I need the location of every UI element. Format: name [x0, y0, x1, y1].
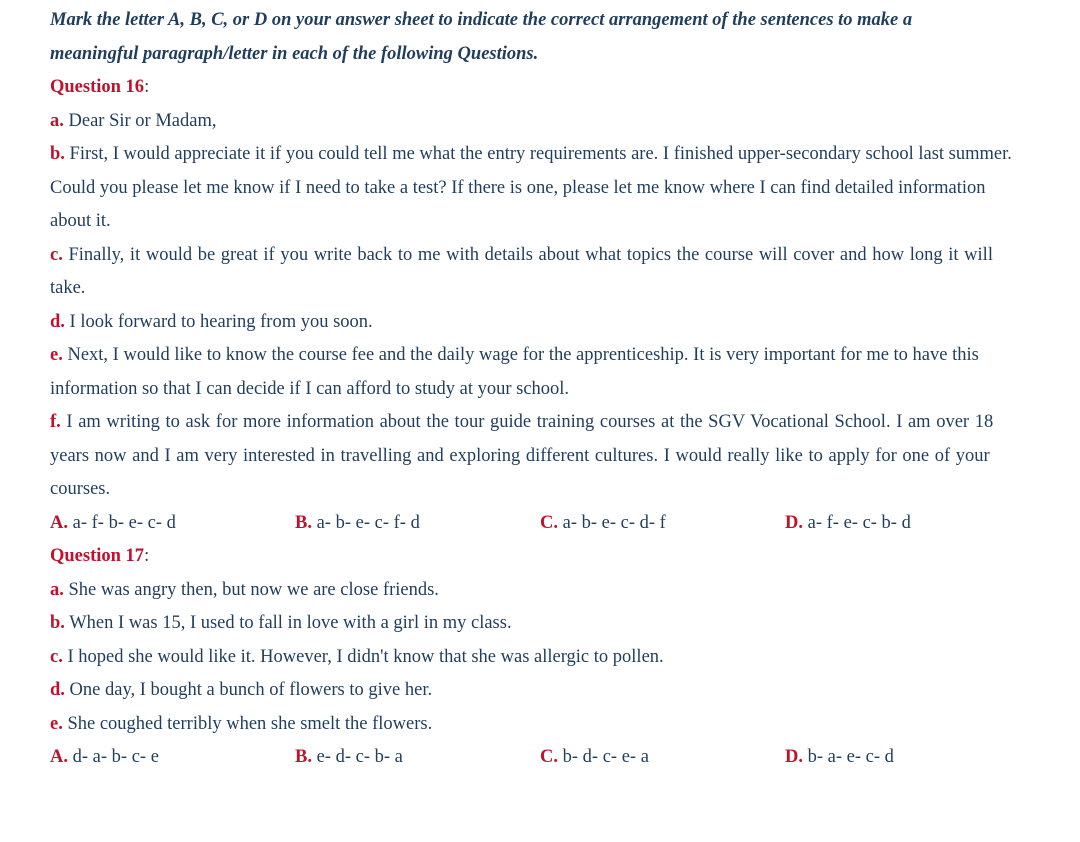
q16-sentence-e [50, 339, 1030, 406]
q16-option-d[interactable] [785, 507, 1030, 541]
instruction-line-2: meaningful paragraph/letter in each of the following Questions. [50, 43, 539, 64]
q17-sentence-b-text: When I was 15, I used to fall in love with a girl in my class. [69, 613, 512, 633]
q16-sentence-b-text: First, I would appreciate it if you could tell me what the entry requirements are. I finished upper-secondary school last summer. Could you please let me know if I need to take a test? If there is one, please let me know where I can find detailed information about it. [50, 144, 1012, 231]
q17-option-d-label: D. [785, 747, 803, 767]
q17-sentence-e [50, 708, 1030, 742]
question-16-colon: : [144, 77, 150, 97]
q17-answer-options [50, 741, 1030, 775]
q16-sentence-d [50, 306, 1030, 340]
instruction-line-1: Mark the letter A, B, C, or D on your answer sheet to indicate the correct arrangement of the sentences to make a [50, 10, 913, 30]
q16-option-b-label: B. [295, 512, 312, 533]
q16-sentence-d-label: d. [50, 311, 65, 332]
q16-option-a-text: a- f- b- e- c- d [72, 512, 176, 533]
q17-option-b[interactable] [295, 741, 540, 775]
q17-sentence-d-text: One day, I bought a bunch of flowers to give her. [69, 680, 433, 700]
q17-option-c-label: C. [540, 747, 558, 767]
q17-option-a[interactable] [50, 741, 295, 775]
q16-sentence-c [50, 239, 1030, 306]
q17-sentence-c [50, 641, 1030, 675]
q17-option-d-text: b- a- e- c- d [807, 747, 894, 767]
q17-sentence-d [50, 674, 1030, 708]
q16-option-a-label: A. [50, 512, 68, 533]
question-16-heading [50, 71, 1030, 105]
q16-option-c-text: a- b- e- c- d- f [562, 512, 666, 533]
q17-sentence-c-label: c. [50, 646, 63, 667]
q17-option-a-label: A. [50, 747, 68, 767]
q16-sentence-a-label: a. [50, 110, 64, 131]
question-17-colon: : [144, 546, 150, 566]
q17-option-d[interactable] [785, 741, 1030, 775]
q17-sentence-b [50, 607, 1030, 641]
question-16-title: Question 16 [50, 77, 145, 97]
q16-answer-options [50, 507, 1030, 541]
q17-option-b-text: e- d- c- b- a [316, 747, 403, 767]
q17-sentence-e-label: e. [50, 713, 63, 734]
q16-option-a[interactable] [50, 507, 295, 541]
q16-sentence-b [50, 138, 1030, 239]
q16-option-c-label: C. [540, 512, 558, 533]
q17-sentence-c-text: I hoped she would like it. However, I didn't know that she was allergic to pollen. [67, 646, 664, 667]
q16-option-c[interactable] [540, 507, 785, 541]
q17-sentence-d-label: d. [50, 680, 65, 700]
q17-option-b-label: B. [295, 747, 312, 767]
q16-option-b-text: a- b- e- c- f- d [316, 512, 420, 533]
q16-sentence-a-text: Dear Sir or Madam, [68, 110, 217, 131]
q16-sentence-b-label: b. [50, 144, 65, 164]
q16-sentence-f-text: I am writing to ask for more information about the tour guide training courses at the SGV Vocational School. I am over 18 years now and I am very interested in travelling and exploring different cultures. I would really like to apply for one of your courses. [50, 412, 994, 499]
q16-sentence-c-text: Finally, it would be great if you write back to me with details about what topics the course will cover and how long it will take. [50, 244, 993, 298]
q16-sentence-c-label: c. [50, 244, 63, 265]
q17-sentence-b-label: b. [50, 613, 65, 633]
q17-option-c[interactable] [540, 741, 785, 775]
question-17-title: Question 17 [50, 546, 145, 566]
q16-sentence-f-label: f. [50, 412, 61, 432]
q16-sentence-e-text: Next, I would like to know the course fee and the daily wage for the apprenticeship. It is very important for me to have this information so that I can decide if I can afford to study at your school. [50, 345, 979, 399]
q16-option-d-label: D. [785, 512, 803, 533]
q16-option-b[interactable] [295, 507, 540, 541]
q17-sentence-a [50, 574, 1030, 608]
q17-sentence-e-text: She coughed terribly when she smelt the flowers. [67, 713, 433, 734]
q16-option-d-text: a- f- e- c- b- d [807, 512, 911, 533]
q16-sentence-f [50, 406, 1030, 507]
q16-sentence-d-text: I look forward to hearing from you soon. [69, 311, 373, 332]
q16-sentence-e-label: e. [50, 345, 63, 365]
q16-sentence-a [50, 105, 1030, 139]
q17-option-c-text: b- d- c- e- a [562, 747, 649, 767]
q17-sentence-a-text: She was angry then, but now we are close friends. [68, 579, 439, 600]
question-17-heading [50, 540, 1030, 574]
q17-option-a-text: d- a- b- c- e [72, 747, 159, 767]
q17-sentence-a-label: a. [50, 579, 64, 600]
